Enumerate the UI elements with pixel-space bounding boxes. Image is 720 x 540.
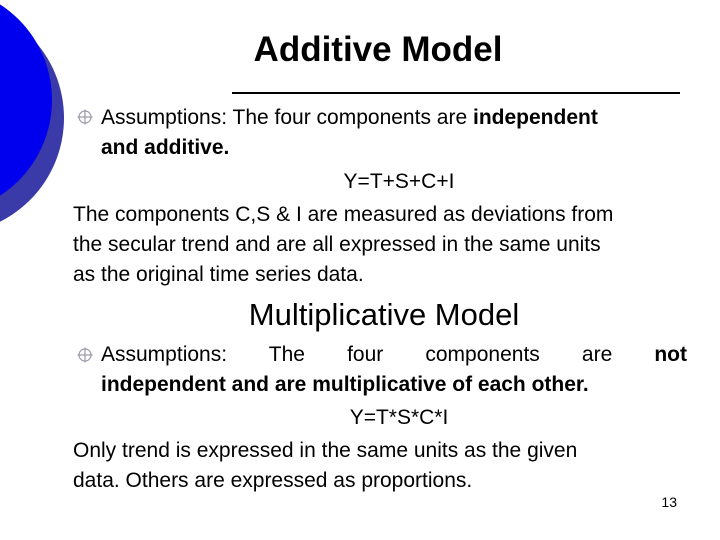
paragraph-line: data. Others are expressed as proportions. — [73, 469, 473, 492]
assumption-1-line1: Assumptions: The four components are independent — [101, 106, 598, 129]
additive-paragraph — [73, 200, 703, 290]
paragraph-line: as the original time series data. — [73, 263, 364, 286]
slide-subtitle: Multiplicative Model — [248, 297, 520, 332]
assumption-2-line1: Assumptions: The four components are not — [101, 343, 688, 366]
multiplicative-formula: Y=T*S*C*I — [349, 406, 449, 429]
bullet-icon — [77, 347, 93, 363]
assumption-2 — [101, 340, 687, 400]
bullet-icon — [77, 109, 93, 125]
page-number: 13 — [661, 494, 677, 510]
multiplicative-paragraph — [73, 436, 703, 496]
paragraph-line: The components C,S & I are measured as deviations from — [73, 203, 614, 226]
assumption-2-line2: independent and are multiplicative of each other. — [101, 373, 589, 396]
assumption-1 — [101, 103, 681, 163]
paragraph-line: Only trend is expressed in the same units as the given — [73, 439, 578, 462]
bold-independent: independent — [472, 106, 598, 129]
paragraph-line: the secular trend and are all expressed in the same units — [73, 233, 601, 256]
additive-formula: Y=T+S+C+I — [343, 170, 455, 193]
title-underline — [232, 92, 680, 94]
assumption-1-line2: and additive. — [101, 136, 230, 159]
slide-title: Additive Model — [253, 30, 503, 69]
bold-not: not — [654, 343, 688, 366]
